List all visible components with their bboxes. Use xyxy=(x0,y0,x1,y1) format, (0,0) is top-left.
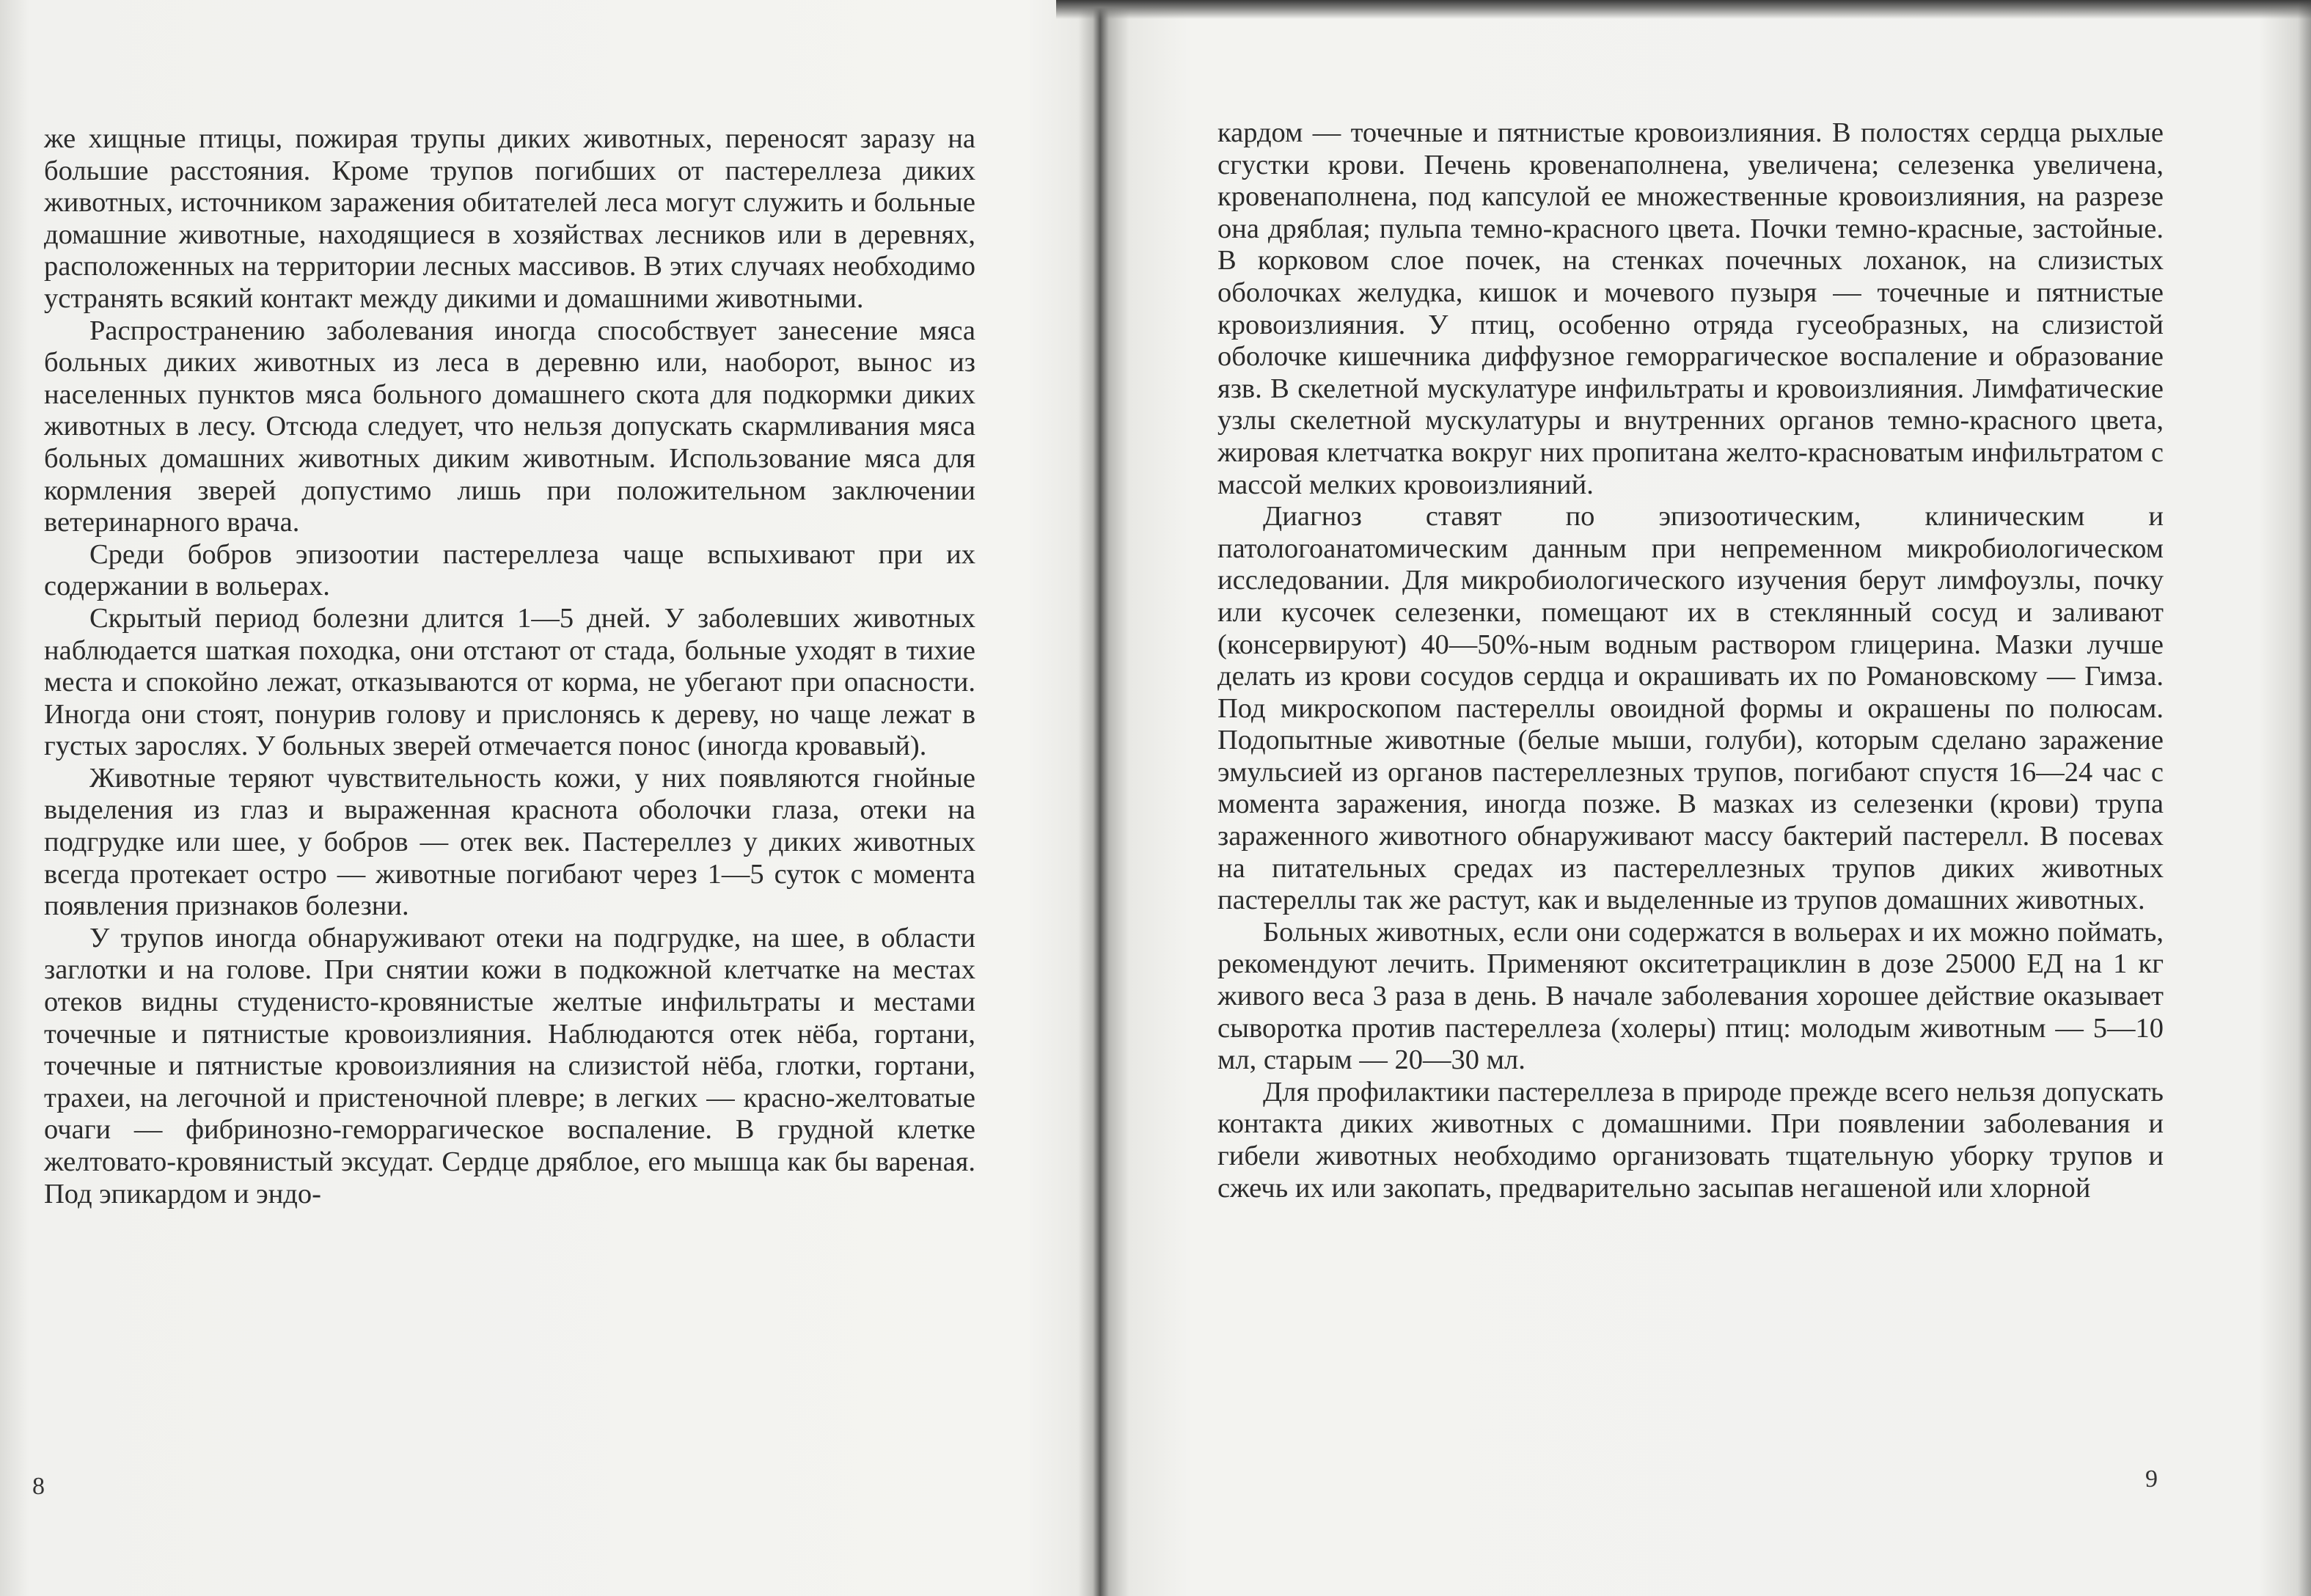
paragraph: Для профилактики пастереллеза в природе прежде всего нельзя допускать контакта диких животных с домашними. При появлении заболевания и гибели животных необходимо организовать тщательную уборку трупов и сжечь их или закопать, предварительно засыпав негашеной или хлорной xyxy=(1217,1076,2164,1204)
paragraph: Больных животных, если они содержатся в вольерах и их можно поймать, рекомендуют лечить. Применяют окситетрациклин в дозе 25000 ЕД на 1 кг живого веса 3 раза в день. В начале заболевания хорошее действие оказывает сыворотка против пастереллеза (холеры) птиц: молодым животным — 5—10 мл, старым — 20—30 мл. xyxy=(1217,916,2164,1076)
paragraph: У трупов иногда обнаруживают отеки на подгрудке, на шее, в области заглотки и на голове. При снятии кожи в подкожной клетчатке на местах отеков видны студенисто-кровянистые желтые инфильтраты и местами точечные и пятнистые кровоизлияния. Наблюдаются отек нёба, гортани, точечные и пятнистые кровоизлияния на слизистой нёба, глотки, гортани, трахеи, на легочной и пристеночной плевре; в легких — красно-желтоватые очаги — фибринозно-геморрагическое воспаление. В грудной клетке желтовато-кровянистый эксудат. Сердце дряблое, его мышца как бы вареная. Под эпикардом и эндо- xyxy=(44,922,975,1209)
left-page xyxy=(0,0,1096,1596)
page-number: 8 xyxy=(32,1473,45,1500)
paragraph: Животные теряют чувствительность кожи, у них появляются гнойные выделения из глаз и выраженная краснота оболочки глаза, отеки на подгрудке или шее, у бобров — отек век. Пастереллез у диких животных всегда протекает остро — животные погибают через 1—5 суток с момента появления признаков болезни. xyxy=(44,762,975,922)
paragraph: Среди бобров эпизоотии пастереллеза чаще вспыхивают при их содержании в вольерах. xyxy=(44,538,975,602)
right-page xyxy=(1104,0,2311,1596)
paragraph: Скрытый период болезни длится 1—5 дней. У заболевших животных наблюдается шаткая походка, они отстают от стада, больные уходят в тихие места и спокойно лежат, отказываются от корма, не убегают при опасности. Иногда они стоят, понурив голову и прислонясь к дереву, но чаще лежат в густых зарослях. У больных зверей отмечается понос (иногда кровавый). xyxy=(44,602,975,762)
page-edge xyxy=(2298,0,2311,1596)
right-page-text xyxy=(1217,117,2164,1204)
paragraph: же хищные птицы, пожирая трупы диких животных, переносят заразу на большие расстояния. Кроме трупов погибших от пастереллеза диких животных, источником заражения обитателей леса могут служить и больные домашние животные, находящиеся в хозяйствах лесников или в деревнях, расположенных на территории лесных массивов. В этих случаях необходимо устранять всякий контакт между дикими и домашними животными. xyxy=(44,123,975,314)
page-number: 9 xyxy=(2145,1465,2158,1493)
left-page-text xyxy=(44,123,975,1210)
paragraph: Диагноз ставят по эпизоотическим, клиническим и патологоанатомическим данным при непременном микробиологическом исследовании. Для микробиологического изучения берут лимфоузлы, почку или кусочек селезенки, помещают их в стеклянный сосуд и заливают (консервируют) 40—50%-ным водным раствором глицерина. Мазки лучше делать из крови сосудов сердца и окрашивать их по Романовскому — Гимза. Под микроскопом пастереллы овоидной формы и окрашены по полюсам. Подопытные животные (белые мыши, голуби), которым сделано заражение эмульсией из органов пастереллезных трупов, погибают спустя 16—24 час с момента заражения, иногда позже. В мазках из селезенки (крови) трупа зараженного животного обнаруживают массу бактерий пастерелл. В посевах на питательных средах из пастереллезных трупов диких животных пастереллы так же растут, как и выделенные из трупов домашних животных. xyxy=(1217,501,2164,916)
paragraph: кардом — точечные и пятнистые кровоизлияния. В полостях сердца рыхлые сгустки крови. Печень кровенаполнена, увеличена; селезенка увеличена, кровенаполнена, под капсулой ее множественные кровоизлияния, на разрезе она дряблая; пульпа темно-красного цвета. Почки темно-красные, застойные. В корковом слое почек, на стенках почечных лоханок, на слизистых оболочках желудка, кишок и мочевого пузыря — точечные и пятнистые кровоизлияния. У птиц, особенно отряда гусеобразных, на слизистой оболочке кишечника диффузное геморрагическое воспаление и образование язв. В скелетной мускулатуре инфильтраты и кровоизлияния. Лимфатические узлы скелетной мускулатуры и внутренних органов темно-красного цвета, жировая клетчатка вокруг них пропитана желто-красноватым инфильтратом с массой мелких кровоизлияний. xyxy=(1217,117,2164,500)
paragraph: Распространению заболевания иногда способствует занесение мяса больных диких животных из леса в деревню или, наоборот, вынос из населенных пунктов мяса больного домашнего скота для подкормки диких животных в лесу. Отсюда следует, что нельзя допускать скармливания мяса больных домашних животных диким животным. Использование мяса для кормления зверей допустимо лишь при положительном заключении ветеринарного врача. xyxy=(44,315,975,538)
